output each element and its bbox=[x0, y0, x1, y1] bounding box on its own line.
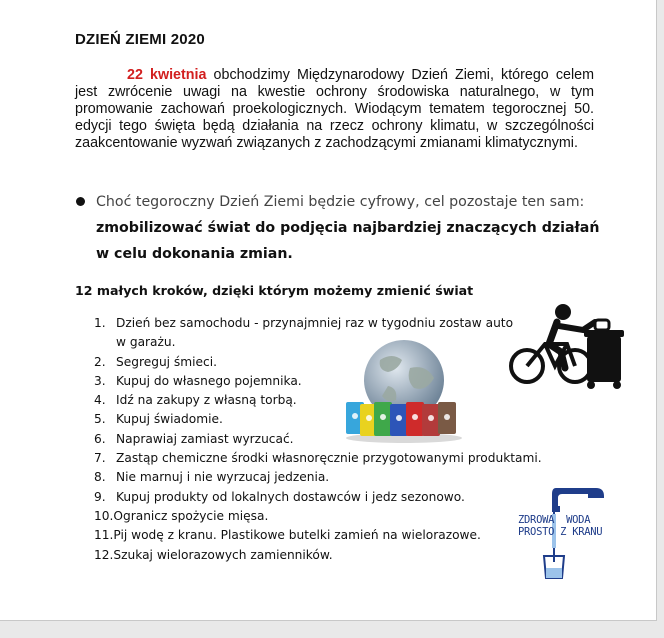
cyclist-bin-icon bbox=[505, 300, 625, 390]
logo-word-kranu: KRANU bbox=[572, 526, 603, 538]
list-item: 2. Segreguj śmieci. bbox=[94, 354, 217, 369]
list-item: 9. Kupuj produkty od lokalnych dostawców i jedz sezonowo. bbox=[94, 489, 465, 504]
document-title: DZIEŃ ZIEMI 2020 bbox=[75, 31, 205, 48]
list-item: 5. Kupuj świadomie. bbox=[94, 412, 223, 427]
list-item: 11.Pij wodę z kranu. Plastikowe butelki zamień na wielorazowe. bbox=[94, 528, 481, 543]
list-item: 1. Dzień bez samochodu - przynajmniej raz w tygodniu zostaw auto w garażu. bbox=[94, 316, 514, 350]
bullet-bold-text: zmobilizować świat do podjęcia najbardziej znaczących działań w celu dokonania zmian. bbox=[96, 220, 600, 262]
list-item: 4. Idź na zakupy z własną torbą. bbox=[94, 393, 297, 408]
intro-text: obchodzimy Międzynarodowy Dzień Ziemi, którego celem jest zwrócenie uwagi na kwestie ochrony środowiska naturalnego, w tym promowanie zachowań proekologicznych. Wiodącym tematem tegorocznej 50. edycji tego święta będą działania na rzecz ochrony klimatu, w szczególności zaakcentowanie wyzwań związanych z zachodzącymi zmianami klimatycznymi. bbox=[75, 67, 594, 151]
globe-recycling-bins-icon bbox=[340, 338, 470, 444]
bullet-dot-icon bbox=[76, 197, 85, 206]
list-item: 8. Nie marnuj i nie wyrzucaj jedzenia. bbox=[94, 470, 330, 485]
list-item: 7. Zastąp chemiczne środki własnoręcznie przygotowanymi produktami. bbox=[94, 451, 542, 466]
intro-paragraph bbox=[75, 67, 594, 152]
steps-heading: 12 małych kroków, dzięki którym możemy zmienić świat bbox=[75, 283, 474, 298]
list-item: 3. Kupuj do własnego pojemnika. bbox=[94, 373, 302, 388]
steps-list bbox=[73, 314, 553, 565]
bullet-text: Choć tegoroczny Dzień Ziemi będzie cyfrowy, cel pozostaje ten sam: bbox=[96, 194, 585, 210]
list-item: 12.Szukaj wielorazowych zamienników. bbox=[94, 547, 333, 562]
tap-water-logo bbox=[518, 478, 610, 584]
list-item: 6. Naprawiaj zamiast wyrzucać. bbox=[94, 431, 294, 446]
logo-word-zdrowa: ZDROWA bbox=[518, 514, 555, 526]
intro-date: 22 kwietnia bbox=[127, 67, 207, 83]
logo-word-prosto: PROSTO Z bbox=[518, 526, 567, 538]
logo-word-woda: WODA bbox=[566, 514, 591, 526]
bullet-paragraph bbox=[96, 189, 606, 267]
list-item: 10.Ogranicz spożycie mięsa. bbox=[94, 508, 269, 523]
